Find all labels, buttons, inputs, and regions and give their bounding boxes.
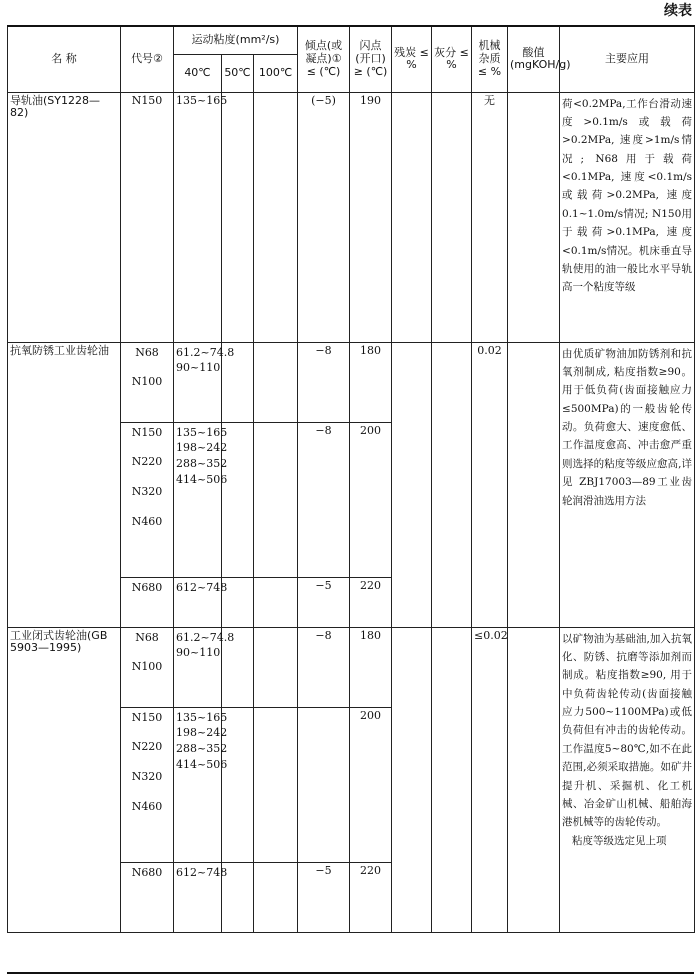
- table-row: [8, 627, 695, 707]
- product-code-group: [121, 862, 174, 932]
- header-v100: 100℃: [254, 54, 298, 92]
- flash-point: 220: [350, 862, 392, 932]
- flash-point: 220: [350, 577, 392, 627]
- viscosity-40: 61.2~74.8: [176, 345, 235, 359]
- header-acid-value: 酸值(mgKOH/g): [508, 26, 560, 92]
- application-text: 荷<0.2MPa,工作台滑动速度>0.1m/s或载荷>0.2MPa, 速度>1m/s情况; N68用于载荷<0.1MPa, 速度<0.1m/s或载荷>0.2MPa, 速度0.1~1.0m/s情况; N150用于载荷>0.1MPa, 速度<0.1m/s情况。机床垂直导轨使用的油一般比水平导轨高一个粘度等级: [560, 92, 695, 342]
- viscosity-40: 288~352: [176, 742, 228, 756]
- viscosity-40: 135~165: [174, 92, 222, 342]
- product-code: N460: [131, 800, 163, 814]
- application-cell: [560, 627, 695, 932]
- flash-point: 190: [350, 92, 392, 342]
- pour-point: −5: [298, 577, 350, 627]
- product-name: 工业闭式齿轮油(GB 5903—1995): [8, 627, 121, 932]
- viscosity-40: 90~110: [176, 646, 221, 660]
- viscosity-40: 135~165: [176, 425, 228, 439]
- mechanical-impurity: ≤0.02: [472, 627, 508, 932]
- table-row: [8, 342, 695, 422]
- viscosity-40: 135~165: [176, 710, 228, 724]
- flash-point: 200: [350, 707, 392, 862]
- viscosity-40: 61.2~74.8: [176, 630, 235, 644]
- viscosity-40: 198~242: [176, 441, 228, 455]
- application-note: 粘度等级选定见上项: [572, 834, 667, 847]
- pour-point: −5: [298, 862, 350, 932]
- header-code: 代号②: [121, 26, 174, 92]
- viscosity-40-group: [174, 577, 228, 627]
- application-text: 以矿物油为基础油,加入抗氧化、防锈、抗磨等添加剂而制成。粘度指数≥90, 用于中负荷齿轮传动(齿面接触应力500~1100MPa)或低负荷但有冲击的齿轮传动。工作温度5~80℃,如不在此范围,必须采取措施。如矿井提升机、采掘机、化工机械、冶金矿山机械、船舶海港机械等的齿轮传动。: [562, 632, 693, 829]
- product-name: 导轨油(SY1228—82): [8, 92, 121, 342]
- product-code: N68: [135, 345, 159, 359]
- pour-point: (−5): [298, 92, 350, 342]
- header-mechanical-impurity: 机械杂质 ≤ %: [472, 26, 508, 92]
- pour-point: −8: [298, 627, 350, 707]
- viscosity-40-group: [174, 707, 228, 862]
- product-code-group: [121, 422, 174, 577]
- pour-point: [298, 707, 350, 862]
- product-code: N460: [131, 515, 163, 529]
- flash-point: 200: [350, 422, 392, 577]
- header-v40: 40℃: [174, 54, 222, 92]
- product-code-group: [121, 342, 174, 422]
- viscosity-40: 612~748: [176, 580, 228, 594]
- flash-point: 180: [350, 342, 392, 422]
- viscosity-40-group: [174, 342, 235, 422]
- viscosity-40: 90~110: [176, 361, 221, 375]
- pour-point: −8: [298, 342, 350, 422]
- product-code: N68: [135, 630, 159, 644]
- viscosity-40-group: [174, 862, 228, 932]
- header-main-application: 主要应用: [560, 26, 695, 92]
- header-flash-point: 闪点(开口) ≥ (℃): [350, 26, 392, 92]
- viscosity-40: 198~242: [176, 726, 228, 740]
- application-text: 由优质矿物油加防锈剂和抗氧剂制成, 粘度指数≥90。用于低负荷(齿面接触应力≤500MPa)的一般齿轮传动。负荷愈大、速度愈低、工作温度愈高、冲击愈严重则选择的粘度等级应愈高,详见 ZBJ17003—89工业齿轮润滑油选用方法: [560, 342, 695, 627]
- header-pour-point: 倾点(或凝点)① ≤ (℃): [298, 26, 350, 92]
- header-viscosity: 运动粘度(mm²/s): [174, 26, 298, 54]
- pour-point: −8: [298, 422, 350, 577]
- product-code-group: [121, 707, 174, 862]
- product-code: N320: [131, 485, 163, 499]
- product-code: N150: [131, 710, 163, 724]
- lubricant-spec-table: [7, 25, 695, 933]
- product-code: N100: [131, 375, 163, 389]
- viscosity-40: 612~748: [176, 865, 228, 879]
- viscosity-40-group: [174, 422, 228, 577]
- product-code: N320: [131, 770, 163, 784]
- flash-point: 180: [350, 627, 392, 707]
- product-code-group: [121, 577, 174, 627]
- viscosity-40: 288~352: [176, 457, 228, 471]
- viscosity-40-group: [174, 627, 235, 707]
- header-ash: 灰分 ≤ %: [432, 26, 472, 92]
- table-bottom-rule: [7, 972, 694, 974]
- header-v50: 50℃: [222, 54, 254, 92]
- table-row: [8, 92, 695, 342]
- viscosity-40: 414~506: [176, 473, 228, 487]
- product-code: N220: [131, 740, 163, 754]
- continued-table-label: 续表: [664, 3, 692, 19]
- header-name: 名 称: [8, 26, 121, 92]
- product-code: N100: [131, 660, 163, 674]
- product-code: N150: [121, 92, 174, 342]
- product-code: N220: [131, 455, 163, 469]
- product-code: N680: [131, 580, 163, 594]
- product-code: N150: [131, 425, 163, 439]
- header-carbon-residue: 残炭 ≤ %: [392, 26, 432, 92]
- mechanical-impurity: 无: [472, 92, 508, 342]
- viscosity-40: 414~506: [176, 758, 228, 772]
- mechanical-impurity: 0.02: [472, 342, 508, 627]
- product-name: 抗氧防锈工业齿轮油: [8, 342, 121, 627]
- product-code-group: [121, 627, 174, 707]
- product-code: N680: [131, 865, 163, 879]
